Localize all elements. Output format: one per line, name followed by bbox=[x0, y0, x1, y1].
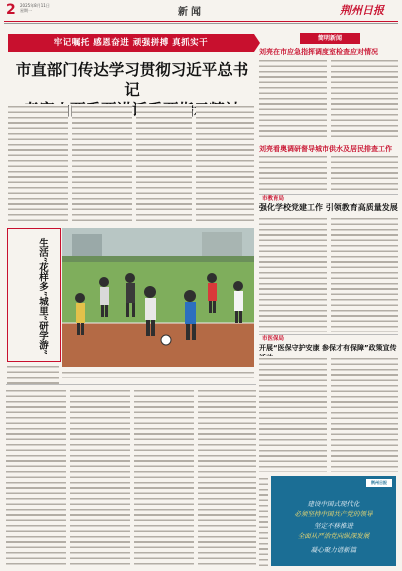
lower-body-col-4 bbox=[198, 388, 256, 566]
feature-body bbox=[7, 364, 59, 384]
headline-line-1: 市直部门传达学习贯彻习近平总书记 bbox=[15, 60, 249, 99]
story-4-title[interactable]: 开展“医保守护安康 参保才有保障”政策宣传 bbox=[259, 344, 397, 352]
lower-body-col-1 bbox=[6, 388, 66, 566]
story-3-kicker: 市教育局 bbox=[262, 196, 285, 202]
brief-2-body-a bbox=[259, 154, 327, 192]
brief-1-body-b bbox=[331, 58, 398, 140]
news-photo bbox=[62, 228, 254, 367]
masthead-logo: 荆州日报 bbox=[340, 4, 384, 17]
soccer-photo-illustration bbox=[62, 228, 254, 367]
story-4-body-c bbox=[259, 476, 268, 566]
lead-body-col-3 bbox=[136, 104, 192, 222]
ad-line-3: 坚定不移推进 bbox=[314, 522, 353, 530]
lead-body-col-4 bbox=[196, 104, 254, 222]
briefs-tag: 简明新闻 bbox=[300, 33, 360, 44]
photo-caption bbox=[62, 370, 254, 378]
lower-body-col-3 bbox=[134, 388, 194, 566]
section-title: 新闻 bbox=[178, 7, 204, 18]
header-date bbox=[20, 3, 50, 13]
brief-2-body-b bbox=[331, 154, 398, 192]
story-4-body-b bbox=[331, 356, 398, 472]
lead-body-col-2 bbox=[72, 104, 132, 222]
propaganda-ad bbox=[271, 476, 396, 566]
story-4-kicker: 市医保局 bbox=[262, 336, 285, 342]
ad-line-4: 全面从严治党向纵深发展 bbox=[297, 532, 370, 540]
edition-line: 星期一 bbox=[20, 8, 32, 13]
lead-body-col-1 bbox=[8, 104, 68, 222]
header-rule bbox=[4, 21, 398, 22]
page-number: 2 bbox=[6, 2, 16, 18]
date-line: 2025年8月11日 bbox=[20, 3, 50, 8]
brief-2-title[interactable]: 刘亮看奥调研督导城市供水及居民排查工作 bbox=[259, 145, 392, 153]
header-rule-thin bbox=[4, 23, 398, 24]
feature-title[interactable]: 生活“花样多”城里“研学游” bbox=[37, 238, 48, 355]
story-4-body-a bbox=[259, 356, 327, 472]
slogan-banner: 牢记嘱托 感恩奋进 顽强拼搏 真抓实干 bbox=[8, 34, 254, 52]
ad-line-5: 凝心聚力谱新篇 bbox=[310, 546, 357, 554]
ad-line-1: 建设中国式现代化 bbox=[307, 500, 360, 508]
story-3-body-b bbox=[331, 216, 398, 332]
section-divider bbox=[6, 384, 256, 385]
story-3-title[interactable]: 强化学校党建工作 引领教育高质量发展 bbox=[259, 203, 398, 212]
ad-logo: 荆州日报 bbox=[366, 479, 392, 487]
lower-body-col-2 bbox=[70, 388, 130, 566]
story-3-body-a bbox=[259, 216, 327, 332]
brief-1-body-a bbox=[259, 58, 327, 140]
brief-1-title[interactable]: 刘亮在市应急指挥调度室检查应对情况 bbox=[259, 48, 378, 56]
ad-line-2: 必须坚持中国共产党的领导 bbox=[294, 510, 373, 518]
